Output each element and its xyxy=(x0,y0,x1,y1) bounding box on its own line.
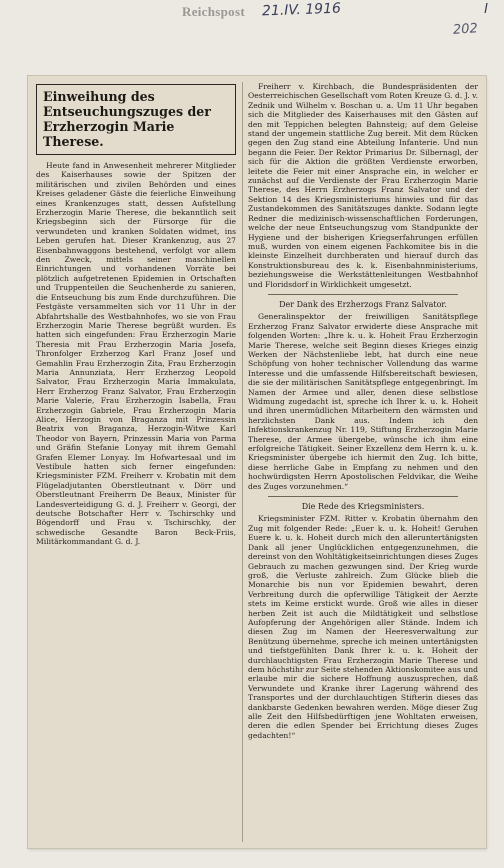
article-headline: Einweihung des Entseuchungszuges der Erzherzogin Marie Therese. xyxy=(43,89,211,149)
left-column-text: Heute fand in Anwesenheit mehrerer Mitglieder des Kaiserhauses sowie der Spitzen der militärischen und zivilen Behörden und eines Kreises geladener Gäste die feierliche Einweihung eines Krankenzuges statt, dessen Aufstellung Erzherzogin Marie Therese, die bekanntlich seit Kriegsbeginn sich der Fürsorge für die verwundeten und kranken Soldaten widmet, ins Leben gerufen hat. Dieser Krankenzug, aus 27 Eisenbahnwaggons bestehend, verfolgt vor allem den Zweck, mittels seiner maschinellen Einrichtungen und vorhandenen Vorräte bei plötzlich aufgetretenen Epidemien in Ortschaften und Truppenteilen die Seuchenherde zu sanieren, die Entseuchung bis zum Ende durchzuführen. Die Festgäste versammelten sich vor 11 Uhr in der Abfahrtshalle des Westbahnhofes, wo sie von Frau Erzherzogin Marie Therese begrüßt wurden. Es hatten sich eingefunden: Frau Erzherzogin Marie Theresia mit Frau Erzherzogin Maria Josefa, Thronfolger Erzherzog Karl Franz Josef und Gemahlin Frau Erzherzogin Zita, Frau Erzherzogin Maria Annunziata, Herr Erzherzog Leopold Salvator, Frau Erzherzogin Maria Immakulata, Herr Erzherzog Franz Salvator, Frau Erzherzogin Marie Valerie, Frau Erzherzogin Isabella, Frau Erzherzogin Gabriele, Frau Erzherzogin Maria Alice, Herzogin von Braganza mit Prinzessin Beatrix von Braganza, Herzogin-Witwe Karl Theodor von Bayern, Prinzessin Maria von Parma und Gräfin Stefanie Lonyay mit ihrem Gemahl Grafen Elemer Lonyay. Im Hofwartesaal und im Vestibule hatten sich ferner eingefunden: Kriegsminister FZM. Freiherr v. Krobatin mit dem Flügeladjutanten Oberstleutnant v. Dörr und Oberstleutnant Freiherrn De Beaux, Minister für Landesverteidigung G. d. J. Freiherr v. Georgi, der deutsche Botschafter Herr v. Tschirschky und Bögendorff und Frau v. Tschirschky, der schwedische Gesandte Baron Beck-Friis, Militärkommandant G. d. J. xyxy=(36,161,236,547)
right-column-text-bottom: Kriegsminister FZM. Ritter v. Krobatin übernahm den Zug mit folgender Rede: „Euer k. u. k. Hoheit! Geruhen Euere k. u. k. Hoheit durch mich den alleruntertänigsten Dank all jener Unglücklichen entgegenzunehmen, die dereinst von den Wohltätigkeitseinrichtungen dieses Zuges Gebrauch zu machen gezwungen sind. Der Krieg wurde groß, die Verluste zahlreich. Zum Glücke blieb die Monarchie bis nun vor Epidemien bewahrt, deren Verbreitung durch die opferwillige Tätigkeit der Aerzte stets im Keime erstickt wurde. Groß wie alles in dieser herben Zeit ist auch die Mildtätigkeit und selbstlose Aufopferung der Angehörigen aller Stände. Indem ich diesen Zug im Namen der Heeresverwaltung zur Benützung übernehme, spreche ich meinen untertänigsten und tiefstgefühlten Dank Ihrer k. u. k. Hoheit der durchlauchtigsten Frau Erzherzogin Marie Therese und dem höchstihr zur Seite stehenden Aktionskomitee aus und erlaube mir die sichere Hoffnung auszusprechen, daß Verwundete und Kranke ihrer Lagerung während des Transportes und der durchlauchtigen Stifterin dieses das dankbarste Gedenken bewahren werden. Möge dieser Zug alle Zeit den Hilfsbedürftigen jene Wohltaten erweisen, deren die edlen Spender bei Errichtung dieses Zuges gedachten!“ xyxy=(248,514,478,740)
newspaper-clipping xyxy=(28,76,486,848)
section-rule xyxy=(268,294,458,295)
column-divider xyxy=(242,82,243,842)
handwritten-page-number: 202 xyxy=(452,21,479,38)
right-column-text-mid: Generalinspektor der freiwilligen Sanitätspflege Erzherzog Franz Salvator erwiderte diese Ansprache mit folgenden Worten: „Ihre k. u. k. Hoheit Frau Erzherzogin Marie Therese, welche seit Beginn dieses Krieges einzig Werken der Nächstenliebe lebt, hat durch eine neue Schöpfung von hoher technischer Vollendung das warme Interesse und die umfassende Hilfsbereitschaft bewiesen, die sie der militärischen Sanitätspflege entgegenbringt. Im Namen der Armee und aller, denen diese selbstlose Widmung zugedacht ist, spreche ich Ihrer k. u. k. Hoheit und ihren unermüdlichen Mitarbeitern den wärmsten und herzlichsten Dank aus. Indem ich den Infektionskrankenzug Nr. 119, Stiftung Erzherzogin Marie Therese, der Armee übergebe, wünsche ich ihm eine erfolgreiche Tätigkeit. Seiner Exzellenz dem Herrn k. u. k. Kriegsminister übergebe ich hiermit den Zug. Ich bitte, diese herrliche Gabe in Empfang zu nehmen und den hochwürdigsten Herrn Apostolischen Feldvikar, die Weihe des Zuges vorzunehmen.“ xyxy=(248,312,478,491)
subheading-speech: Die Rede des Kriegsministers. xyxy=(301,502,425,512)
right-column-text-top: Freiherr v. Kirchbach, die Bundespräsidenten der Oesterreichischen Gesellschaft vom Roten Kreuze G. d. J. v. Zednik und Wilhelm v. Boschan u. a. Um 11 Uhr begaben sich die Mitglieder des Kaiserhauses mit den Gästen auf den mit Teppichen belegten Bahnsteig; auf dem Geleise stand der ungemein stattliche Zug bereit. Mit dem Rücken gegen den Zug stand eine Abteilung Infanterie. Und nun begann die Feier. Der Rektor Primarius Dr. Silbernagl, der sich für die Aktion die größten Verdienste erworben, leitete die Feier mit einer Ansprache ein, in welcher er zunächst auf die Verdienste der Frau Erzherzogin Marie Therese, des Herrn Erzherzogs Franz Salvator und der Sektion 14 des Kriegsministeriums hinwies und für das Zustandekommen des Sanitätszuges dankte. Sodann legte Redner die medizinisch-wissenschaftlichen Forderungen, welche der neue Entseuchungszug vom Standpunkte der Hygiene und der bisherigen Kriegserfahrungen erfüllen muß, wurden von einem eigenen Fachkomitee bis in die kleinste Einzelheit durchberaten und hierauf durch das Konstruktionsbureau des k. k. Eisenbahnministeriums, beziehungsweise die Werkstättenleitungen Westbahnhof und Floridsdorf in Wirklichkeit umgesetzt. xyxy=(248,82,478,289)
left-column xyxy=(36,82,236,842)
handwritten-date: 21.IV. 1916 xyxy=(261,0,342,20)
newspaper-name-stamp: Reichspost xyxy=(182,4,245,19)
right-column xyxy=(248,82,478,842)
headline-box xyxy=(36,84,236,155)
subheading-thanks: Der Dank des Erzherzogs Franz Salvator. xyxy=(279,299,447,309)
section-rule-2 xyxy=(268,496,458,497)
corner-mark: I xyxy=(484,2,488,17)
